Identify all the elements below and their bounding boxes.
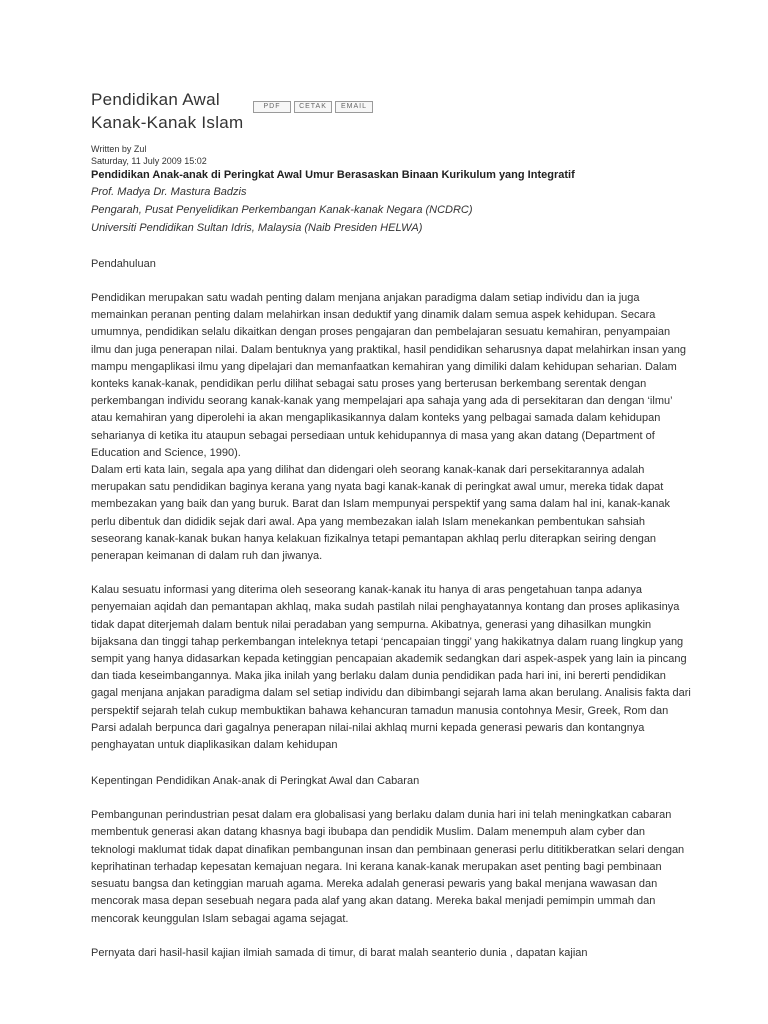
byline bbox=[91, 143, 691, 167]
paragraph: Pernyata dari hasil-hasil kajian ilmiah samada di timur, di barat malah seanterio dunia , dapatan kajian bbox=[91, 946, 588, 959]
title-line-1: Pendidikan Awal bbox=[91, 90, 220, 109]
paragraph: Kalau sesuatu informasi yang diterima oleh seseorang kanak-kanak itu hanya di aras pengetahuan tanpa adanya penyemaian aqidah dan pemantapan akhlaq, maka sudah pastilah nilai penghayatannya kontang dan proses aplikasinya tidak dapat diterjemah dalam bentuk nilai peradaban yang sempurna. Akibatnya, generasi yang dihasilkan mungkin bijaksana dan tinggi tahap perkembangan inteleknya tetapi ‘pencapaian tinggi’ yang hakikatnya dalam ruang lingkup yang sempit yang hanya didasarkan kepada ketinggian pencapaian akademik sedangkan dari aspek-aspek yang lain ia pincang dan tiada keseimbangannya. Maka jika inilah yang berlaku dalam dunia pendidikan pada hari ini, ini bererti pendidikan gagal menjana anjakan paradigma dalam sel setiap individu dan dibimbangi sejarah lama akan berulang. Analisis fakta dari perspektif sejarah telah cukup membuktikan bahawa kehancuran tamadun manusia contohnya Mesir, Greek, Rom dan Parsi adalah berpunca dari gagalnya penerapan nilai-nilai akhlaq murni kepada generasi pewaris dan kontangnya penghayatan untuk diaplikasikan dalam kehidupan bbox=[91, 584, 691, 752]
article bbox=[91, 88, 691, 962]
paragraph-spacer bbox=[91, 928, 691, 945]
title-line-2: Kanak-Kanak Islam bbox=[91, 113, 244, 132]
author-name: Prof. Madya Dr. Mastura Badzis bbox=[91, 186, 247, 198]
heading-introduction: Pendahuluan bbox=[91, 258, 156, 270]
written-by: Written by Zul bbox=[91, 144, 147, 154]
email-button[interactable]: EMAIL bbox=[335, 101, 373, 113]
pdf-button[interactable]: PDF bbox=[253, 101, 291, 113]
article-header bbox=[91, 88, 691, 146]
publish-date: Saturday, 11 July 2009 15:02 bbox=[91, 156, 207, 166]
paragraph: Dalam erti kata lain, segala apa yang dilihat dan didengari oleh seorang kanak-kanak dari persekitarannya adalah merupakan satu pendidikan baginya kerana yang nyata bagi kanak-kanak di peringkat awal umur, mereka tidak dapat membezakan yang baik dan yang buruk. Barat dan Islam mempunyai perspektif yang sama dalam hal ini, kanak-kanak perlu dibentuk dan dididik sejak dari awal. Apa yang membezakan ialah Islam menekankan pembentukan sahsiah seseorang kanak-kanak bukan hanya kelakuan fizikalnya tetapi pemantapan akhlaq perlu diterapkan seiring dengan penerapan keimanan di dalam ruh dan jiwanya. bbox=[91, 464, 671, 563]
author-institution: Universiti Pendidikan Sultan Idris, Malaysia (Naib Presiden HELWA) bbox=[91, 222, 423, 234]
paragraph: Pembangunan perindustrian pesat dalam era globalisasi yang berlaku dalam dunia hari ini telah meningkatkan cabaran membentuk generasi akan datang khasnya bagi ibubapa dan pendidik Muslim. Dalam menempuh alam cyber dan teknologi maklumat tidak dapat dinafikan pembangunan insan dan pembinaan generasi perlu dititikberatkan selari dengan keprihatinan terhadap kepesatan kemajuan negara. Ini kerana kanak-kanak merupakan aset penting bagi pembinaan sesuatu bangsa dan ketinggian maruah agama. Mereka adalah generasi pewaris yang bakal menjana wawasan dan mencorak masa depan sesebuah negara pada alaf yang akan datang. Mereka bakal menjadi pemimpin ummah dan mencorak keunggulan Islam sebagai agama sejagat. bbox=[91, 809, 685, 925]
paragraph-spacer bbox=[91, 565, 691, 582]
article-tools bbox=[253, 101, 373, 113]
article-title bbox=[91, 88, 261, 134]
article-subtitle: Pendidikan Anak-anak di Peringkat Awal Umur Berasaskan Binaan Kurikulum yang Integratif bbox=[91, 169, 575, 181]
print-button[interactable]: CETAK bbox=[294, 101, 332, 113]
heading-importance: Kepentingan Pendidikan Anak-anak di Peringkat Awal dan Cabaran bbox=[91, 775, 420, 788]
author-position: Pengarah, Pusat Penyelidikan Perkembangan Kanak-kanak Negara (NCDRC) bbox=[91, 204, 473, 216]
paragraph: Pendidikan merupakan satu wadah penting dalam menjana anjakan paradigma dalam setiap individu dan ia juga memainkan peranan penting dalam melahirkan insan deduktif yang dinamik dalam semua aspek kehidupan. Secara umumnya, pendidikan selalu dikaitkan dengan proses pengajaran dan pembelajaran sesuatu kemahiran, penyampaian ilmu dan juga penerapan nilai. Dalam bentuknya yang praktikal, hasil pendidikan seharusnya dapat melahirkan insan yang mampu mengaplikasi ilmu yang dipelajari dan memanfaatkan kemahiran yang dimiliki dalam kehidupan seharian. Dalam konteks kanak-kanak, pendidikan perlu dilihat sebagai satu proses yang berterusan berkembang serentak dengan perkembangan individu seorang kanak-kanak yang mempelajari apa sahaja yang ada di persekitaran dan dengan ‘ilmu’ atau kemahiran yang diperolehi ia akan mengaplikasikannya dalam konteks yang pelbagai samada dalam kehidupan seharianya di ketika itu ataupun sebagai persediaan untuk kehidupannya di masa yang akan datang (Department of Education and Science, 1990). bbox=[91, 292, 686, 459]
author-info bbox=[91, 184, 691, 237]
